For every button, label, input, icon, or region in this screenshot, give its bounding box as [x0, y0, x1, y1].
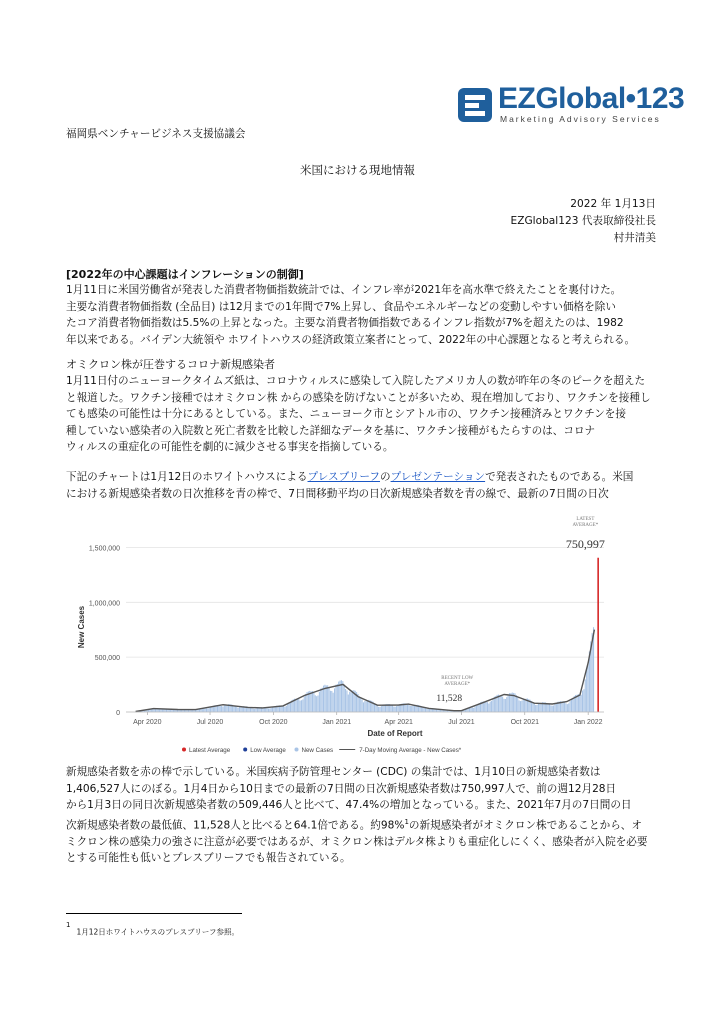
y-axis-title: New Cases [77, 605, 86, 649]
new-cases-bar [395, 707, 396, 712]
new-cases-bar [491, 701, 492, 712]
new-cases-bar [239, 707, 240, 712]
new-cases-bar [475, 706, 476, 712]
new-cases-bar [209, 708, 210, 712]
section1-line: たコア消費者物価指数は5.5%の上昇となった。主要な消費者物価指数であるインフレ指数が7%を超えたのは、1982 [66, 317, 624, 329]
new-cases-bar [220, 706, 221, 712]
x-tick-label: Apr 2021 [384, 719, 413, 726]
x-tick-label: Jul 2021 [448, 719, 475, 726]
new-cases-bar [328, 688, 329, 712]
new-cases-bar [282, 706, 283, 712]
new-cases-bar [476, 706, 477, 712]
new-cases-bar [377, 705, 378, 712]
new-cases-bar [287, 704, 288, 712]
new-cases-bar [344, 684, 345, 712]
new-cases-bar [473, 708, 474, 712]
new-cases-bar [286, 706, 287, 712]
y-tick-label: 1,000,000 [88, 600, 120, 608]
new-cases-bar [255, 708, 256, 712]
section2-line: 1月11日付のニューヨークタイムズ紙は、コロナウィルスに感染して入院したアメリカ人の数が昨年の冬のピークを超えた [66, 375, 646, 387]
new-cases-bar [516, 695, 517, 712]
presentation-link[interactable]: プレゼンテーション [390, 471, 486, 483]
legend-label: 7-Day Moving Average - New Cases* [359, 747, 462, 754]
new-cases-bar [428, 709, 429, 712]
new-cases-bar [472, 707, 473, 712]
new-cases-bar [224, 705, 225, 712]
section3-text: の [380, 471, 391, 483]
new-cases-bar [222, 707, 223, 712]
new-cases-bar [268, 708, 269, 712]
y-tick-label: 500,000 [94, 655, 120, 663]
new-cases-bar [492, 699, 493, 712]
new-cases-bar [301, 700, 302, 712]
new-cases-bar [550, 705, 551, 712]
new-cases-bar [364, 701, 365, 712]
footnote-mark: 1 [66, 921, 71, 929]
section4-line: 1,406,527人にのぼる。1月4日から10日までの最新の7日間の日次新規感染者数は750,997人で、前の週12月28日 [66, 782, 617, 795]
new-cases-bar [333, 693, 334, 712]
new-cases-bar [508, 695, 509, 712]
new-cases-bar [509, 693, 510, 712]
new-cases-bar [284, 707, 285, 712]
new-cases-bar [295, 699, 296, 712]
new-cases-bar [570, 701, 571, 712]
section2-line: 種していない感染者の入院数と死亡者数を比較した詳細なデータを基に、ワクチン接種がもたらすのは、コロナ [66, 424, 596, 437]
new-cases-bar [317, 695, 318, 712]
new-cases-bar [582, 691, 583, 712]
section1-heading: [2022年の中心課題はインフレーションの制御] [66, 268, 304, 281]
new-cases-bar [269, 708, 270, 712]
new-cases-bar [218, 705, 219, 712]
latest-annotation-value: 750,997 [565, 537, 605, 551]
new-cases-bar [587, 663, 588, 712]
new-cases-bar [414, 705, 415, 712]
document-date: 2022 年 1月13日 [570, 198, 656, 210]
new-cases-bar [240, 707, 241, 712]
x-tick-label: Oct 2021 [510, 719, 540, 726]
legend-label: Latest Average [189, 747, 231, 754]
legend-label: New Cases [301, 747, 334, 754]
new-cases-bar [581, 695, 582, 712]
new-cases-bar [578, 694, 579, 712]
new-cases-bar [205, 709, 206, 712]
new-cases-bar [236, 707, 237, 712]
low-annotation-label: AVERAGE* [444, 682, 471, 687]
new-cases-bar [330, 691, 331, 712]
new-cases-bar [359, 696, 360, 712]
section4-line: から1月3日の同日次新規感染者数の509,446人と比べて、47.4%の増加となっている。また、2021年7月の7日間の日 [66, 799, 632, 811]
new-cases-bar [379, 707, 380, 712]
new-cases-bar [506, 697, 507, 712]
new-cases-bar [322, 688, 323, 712]
new-cases-bar [586, 669, 587, 712]
legend-marker [243, 748, 247, 752]
section2-line: と報道した。ワクチン接種ではオミクロン株 からの感染を防げないことが多いため、現在増加しており、ワクチンを接種し [66, 391, 651, 404]
x-tick-label: Jul 2020 [196, 719, 224, 726]
new-cases-bar [501, 695, 502, 712]
new-cases-bar [345, 689, 346, 712]
new-cases-bar [253, 709, 254, 712]
x-tick-label: Apr 2020 [133, 719, 162, 726]
sender-name: 村井清美 [613, 232, 656, 244]
new-cases-bar [331, 691, 332, 712]
new-cases-bar [315, 695, 316, 712]
new-cases-bar [326, 685, 327, 712]
section3-text: 下記のチャートは1月12日のホワイトハウスによる [66, 471, 308, 483]
new-cases-bar [312, 691, 313, 712]
new-cases-bar [407, 705, 408, 712]
footnote [66, 921, 239, 938]
section1-line: 主要な消費者物価指数 (全品目) は12月までの1年間で7%上昇し、食品やエネルギーなどの変動しやすい価格を除い [66, 300, 616, 313]
low-annotation-value: 11,528 [436, 694, 463, 704]
new-cases-bar [554, 704, 555, 712]
y-tick-label: 1,500,000 [88, 545, 120, 553]
new-cases-bar [426, 709, 427, 712]
new-cases-bar [565, 703, 566, 712]
new-cases-bar [579, 695, 580, 712]
new-cases-bar [571, 699, 572, 712]
section4-line: とする可能性も低いとプレスブリーフでも報告されている。 [66, 852, 351, 865]
latest-average-bar [597, 558, 599, 712]
new-cases-bar [319, 692, 320, 712]
new-cases-bar [537, 705, 538, 712]
press-brief-link[interactable]: プレスブリーフ [307, 471, 380, 483]
new-cases-bar [552, 706, 553, 712]
low-annotation-label: RECENT LOW [441, 676, 474, 681]
new-cases-bar [490, 702, 491, 712]
new-cases-bar [367, 700, 368, 712]
new-cases-bar [348, 695, 349, 712]
new-cases-bar [535, 705, 536, 712]
section3-body [66, 469, 666, 502]
new-cases-bar [351, 692, 352, 712]
x-tick-label: Oct 2020 [259, 719, 288, 726]
section1-body [66, 282, 666, 348]
new-cases-bar [519, 700, 520, 712]
new-cases-bar [477, 704, 478, 712]
new-cases-bar [399, 705, 400, 712]
new-cases-bar [302, 699, 303, 712]
new-cases-bar [568, 703, 569, 712]
x-axis-title: Date of Report [367, 729, 423, 738]
company-logo [458, 82, 685, 128]
new-cases-bar [346, 690, 347, 712]
new-cases-bar [564, 702, 565, 712]
section4-text: 次新規感染者数の最低値、11,528人と比べると64.1倍である。約98% [66, 819, 405, 832]
section3-line2: における新規感染者数の日次推移を青の棒で、7日間移動平均の日次新規感染者数を青の線で、最新の7日間の日次 [66, 487, 609, 500]
latest-annotation-label: LATEST [576, 517, 595, 522]
new-cases-bar [553, 705, 554, 712]
logo-name: EZGlobal•123 [498, 82, 685, 115]
new-cases-bar [334, 688, 335, 712]
new-cases-bar [381, 706, 382, 712]
section1-line: 年以来である。バイデン大統領や ホワイトハウスの経済政策立案者にとって、2022年の中心課題となると考えられる。 [66, 333, 636, 346]
new-cases-bar [267, 708, 268, 712]
new-cases-bar [363, 702, 364, 712]
new-cases-bar [352, 691, 353, 712]
new-cases-bar [320, 689, 321, 712]
new-cases-bar [238, 708, 239, 712]
legend-label: Low Average [250, 747, 286, 754]
organization-name: 福岡県ベンチャービジネス支援協議会 [66, 128, 246, 140]
new-cases-bar [225, 705, 226, 712]
new-cases-bar [392, 705, 393, 712]
x-tick-label: Jan 2021 [322, 719, 352, 726]
new-cases-bar [486, 701, 487, 712]
new-cases-bar [521, 701, 522, 712]
section1-line: 1月11日に米国労働省が発表した消費者物価指数統計では、インフレ率が2021年を高水準で終えたことを裏付けた。 [66, 284, 622, 296]
document-title: 米国における現地情報 [300, 163, 415, 177]
x-tick-label: Jan 2022 [573, 719, 603, 726]
section4-line: ミクロン株の感染力の強さに注意が必要ではあるが、オミクロン株はデルタ株よりも重症化しにくく、感染者が入院を必要 [66, 835, 648, 848]
new-cases-bar [206, 708, 207, 712]
new-cases-bar [378, 707, 379, 712]
section3-line1 [66, 469, 666, 486]
globe-logo-icon [458, 88, 492, 122]
new-cases-bar [311, 691, 312, 712]
new-cases-bar [585, 679, 586, 712]
new-cases-bar [221, 706, 222, 712]
section2-body [66, 373, 666, 456]
new-cases-bar [583, 689, 584, 712]
new-cases-bar [548, 704, 549, 712]
new-cases-bar [523, 699, 524, 712]
new-cases-bar [503, 699, 504, 712]
new-cases-bar [271, 708, 272, 712]
new-cases-bar [470, 708, 471, 712]
footnote-text: 1月12日ホワイトハウスのプレスブリーフ参照。 [76, 927, 239, 937]
legend-marker [295, 748, 299, 752]
legend-marker [182, 748, 186, 752]
new-cases-bar [382, 705, 383, 712]
new-cases-bar [505, 699, 506, 712]
new-cases-bar [520, 701, 521, 712]
new-cases-bar [411, 706, 412, 712]
section2-line: ても感染の可能性は十分にあるとしている。また、ニューヨーク市とシアトル市の、ワクチン接種済みとワクチンを接 [66, 408, 626, 420]
new-cases-bar [534, 703, 535, 712]
new-cases-bar [549, 704, 550, 712]
new-cases-bar [272, 707, 273, 712]
new-cases-bar [539, 704, 540, 712]
new-cases-bar [487, 702, 488, 712]
new-cases-bar [342, 681, 343, 712]
footnote-ref[interactable]: 1 [404, 817, 409, 826]
new-cases-bar [298, 699, 299, 712]
new-cases-bar [254, 709, 255, 712]
footnote-divider [66, 913, 242, 914]
new-cases-bar [502, 697, 503, 712]
new-cases-bar [393, 707, 394, 712]
new-cases-bar [408, 705, 409, 712]
section4-line [66, 814, 666, 834]
new-cases-bar [499, 695, 500, 712]
new-cases-bar [567, 704, 568, 712]
section2-line: ウィルスの重症化の可能性を劇的に減少させる事実を指摘している。 [66, 441, 394, 453]
new-cases-bar [510, 693, 511, 712]
new-cases-bar [304, 696, 305, 712]
new-cases-bar [305, 694, 306, 712]
new-cases-bar [397, 705, 398, 712]
new-cases-bar [538, 704, 539, 712]
y-tick-label: 0 [116, 710, 120, 717]
new-cases-bar [207, 709, 208, 712]
new-cases-bar [313, 693, 314, 712]
section4-line: 新規感染者数を赤の棒で示している。米国疾病予防管理センター (CDC) の集計では、1月10日の新規感染者数は [66, 766, 601, 778]
new-cases-bar [337, 684, 338, 712]
new-cases-bar [349, 692, 350, 712]
section2-heading: オミクロン株が圧巻するコロナ新規感染者 [66, 358, 275, 371]
new-cases-bar [410, 706, 411, 712]
new-cases-bar [484, 702, 485, 712]
new-cases-bar [327, 685, 328, 712]
new-cases-bar [396, 706, 397, 712]
new-cases-bar [273, 707, 274, 712]
new-cases-bar [297, 699, 298, 712]
section4-text: の新規感染者がオミクロン株であることから、オ [408, 819, 642, 832]
section3-text: で発表されたものである。米国 [485, 471, 634, 483]
covid-cases-chart [64, 508, 624, 758]
latest-annotation-label: AVERAGE* [572, 523, 599, 528]
new-cases-bar [335, 685, 336, 712]
logo-tagline: Marketing Advisory Services [500, 114, 661, 124]
new-cases-bar [251, 708, 252, 712]
new-cases-bar [572, 698, 573, 712]
new-cases-bar [425, 708, 426, 712]
new-cases-bar [283, 706, 284, 712]
new-cases-bar [556, 703, 557, 712]
new-cases-bar [517, 698, 518, 712]
section4-body [66, 764, 666, 867]
new-cases-bar [366, 701, 367, 712]
new-cases-bar [488, 704, 489, 712]
moving-average-line [136, 630, 595, 712]
new-cases-bar [300, 701, 301, 712]
new-cases-bar [413, 705, 414, 712]
new-cases-bar [360, 697, 361, 712]
sender-title: EZGlobal123 代表取締役社長 [510, 215, 656, 227]
new-cases-bar [532, 703, 533, 712]
new-cases-bar [362, 700, 363, 712]
new-cases-bar [524, 699, 525, 712]
new-cases-bar [289, 703, 290, 712]
new-cases-bar [316, 696, 317, 712]
